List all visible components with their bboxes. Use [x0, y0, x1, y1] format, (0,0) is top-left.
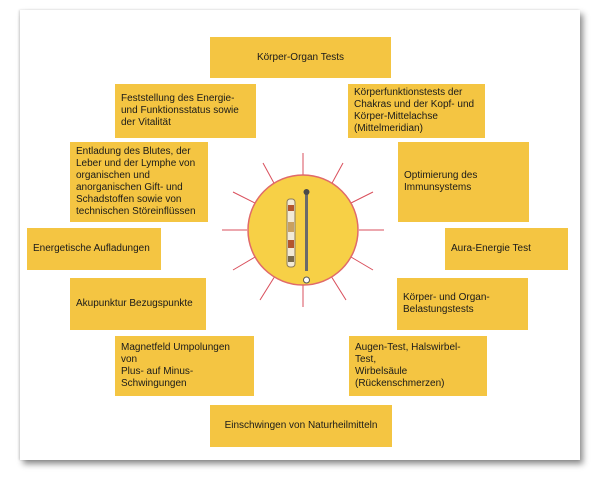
box-right-2: Optimierung des Immunsystems [398, 142, 529, 222]
box-left-3: Energetische Aufladungen [27, 228, 161, 270]
box-right-4: Körper- und Organ- Belastungstests [397, 278, 528, 330]
ray [233, 192, 255, 203]
box-top: Körper-Organ Tests [210, 37, 391, 78]
box-right-3: Aura-Energie Test [445, 228, 568, 270]
box-left-1: Feststellung des Energie- und Funktionsstatus sowie der Vitalität [115, 84, 256, 138]
ray [263, 163, 275, 185]
sun-disc [248, 175, 358, 285]
ray [331, 163, 343, 185]
box-left-5: Magnetfeld Umpolungen von Plus- auf Minus- Schwingungen [115, 336, 254, 396]
box-right-5: Augen-Test, Halswirbel-Test, Wirbelsäule (Rückenschmerzen) [349, 336, 487, 396]
box-right-1: Körperfunktionstests der Chakras und der Kopf- und Körper-Mittelachse (Mittelmeridian) [348, 84, 485, 138]
box-left-4: Akupunktur Bezugspunkte [70, 278, 206, 330]
box-bottom: Einschwingen von Naturheilmitteln [210, 405, 392, 447]
ray [351, 192, 373, 203]
ray [233, 257, 255, 270]
ray [351, 257, 373, 270]
ray [260, 276, 275, 300]
ray [331, 276, 346, 300]
box-left-2: Entladung des Blutes, der Leber und der Lymphe von organischen und anorganischen Gift- und Schadstoffen sowie von technischen Störeinflüssen [70, 142, 208, 222]
